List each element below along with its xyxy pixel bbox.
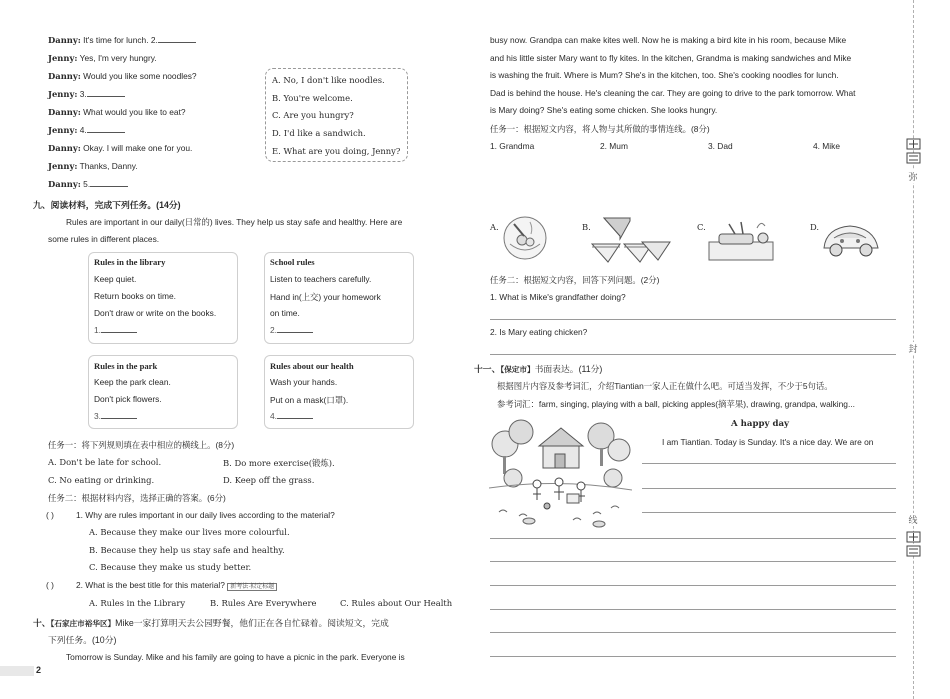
answer-line[interactable] (490, 354, 896, 355)
answer-blank[interactable] (158, 35, 196, 43)
option-b: B. You're welcome. (272, 93, 353, 103)
passage-line: busy now. Grandpa can make kites well. Now he is making a bird kite in his room, because Mike (490, 35, 847, 45)
person-grandma[interactable]: 1. Grandma (490, 141, 535, 151)
family-farm-picture (489, 416, 632, 531)
rule-box-title: Rules in the park (94, 361, 158, 371)
dialogue-line: Danny: 5. (48, 179, 128, 189)
new-method-tag: 新考法·拟定标题 (227, 583, 277, 591)
rule-blank-row: 2. (270, 325, 313, 335)
answer-blank[interactable] (101, 325, 137, 333)
essay-start: I am Tiantian. Today is Sunday. It's a nice day. We are on (662, 437, 874, 447)
rule-line: Hand in(上交) your homework (270, 292, 381, 302)
washing-fruit-picture[interactable] (500, 214, 550, 262)
option-c: C. Are you hungry? (272, 110, 354, 120)
option-a: A. No, I don't like noodles. (272, 75, 385, 85)
writing-line[interactable] (490, 585, 896, 586)
rule-blank-row: 3. (94, 411, 137, 421)
seal-char: 封 (903, 342, 923, 355)
dialogue-line: Jenny: Yes, I'm very hungry. (48, 53, 157, 63)
writing-line[interactable] (642, 512, 896, 513)
passage-line: and his little sister Mary want to fly kites. In the kitchen, Grandma is making sandwiches and Mike (490, 53, 852, 63)
writing-line[interactable] (490, 609, 896, 610)
choice-c: C. Because they make us study better. (89, 562, 252, 572)
choice-b: B. Because they help us stay safe and healthy. (89, 545, 285, 555)
person-dad[interactable]: 3. Dad (708, 141, 733, 151)
section10-task1: 任务一：根据短文内容，将人物与其所做的事情连线。(8分) (490, 124, 710, 134)
rule-box-title: School rules (270, 257, 315, 267)
page-number-bar (0, 666, 34, 676)
section9-intro-cont: some rules in different places. (48, 234, 160, 244)
question-1: 1. What is Mike's grandfather doing? (490, 292, 626, 302)
writing-line[interactable] (642, 463, 896, 464)
rule-line: Keep quiet. (94, 274, 137, 284)
writing-line[interactable] (490, 632, 896, 633)
dialogue-line: Jenny: Thanks, Danny. (48, 161, 138, 171)
task1-option: B. Do more exercise(锻炼). (223, 458, 335, 468)
option-d: D. I'd like a sandwich. (272, 128, 366, 138)
section11-vocab: 参考词汇：farm, singing, playing with a ball, picking apples(摘苹果), drawing, grandpa, walking... (497, 399, 855, 409)
rule-line: Keep the park clean. (94, 377, 171, 387)
question-2: 2. What is the best title for this material? 新考法·拟定标题 (76, 580, 277, 590)
section11-heading: 十一、【保定市】书面表达。(11分) (474, 364, 603, 374)
writing-line[interactable] (642, 488, 896, 489)
binding-mark-icon (906, 152, 921, 164)
seal-char: 弥 (903, 170, 923, 183)
answer-paren[interactable]: ( ) (46, 510, 54, 520)
writing-line[interactable] (490, 561, 896, 562)
choice-b: B. Rules Are Everywhere (210, 598, 317, 608)
dialogue-line: Danny: It's time for lunch. 2. (48, 35, 196, 45)
section11-instruction: 根据图片内容及参考词汇，介绍Tiantian一家人正在做什么吧。可适当发挥，不少于5句话。 (497, 381, 833, 391)
section10-heading: 十、【石家庄市裕华区】Mike一家打算明天去公园野餐，他们正在各自忙碌着。阅读短文，完成 (33, 618, 389, 628)
dialogue-line: Danny: Would you like some noodles? (48, 71, 197, 81)
rule-blank-row: 4. (270, 411, 313, 421)
page-number: 2 (36, 665, 42, 675)
rule-line: Put on a mask(口罩). (270, 395, 349, 405)
choice-c: C. Rules about Our Health (340, 598, 453, 608)
dialogue-line: Danny: Okay. I will make one for you. (48, 143, 193, 153)
seal-char: 线 (903, 513, 923, 526)
cooking-noodles-picture[interactable] (705, 214, 777, 264)
task1-option: D. Keep off the grass. (223, 475, 315, 485)
rule-line: Listen to teachers carefully. (270, 274, 372, 284)
section10-passage-start: Tomorrow is Sunday. Mike and his family are going to have a picnic in the park. Everyone is (66, 652, 405, 662)
section9-task1: 任务一：将下列规则填在表中相应的横线上。(8分) (48, 440, 235, 450)
question-1: 1. Why are rules important in our daily lives according to the material? (76, 510, 335, 520)
passage-line: is Mary doing? She's eating some chicken. She looks hungry. (490, 105, 718, 115)
rule-line: Wash your hands. (270, 377, 338, 387)
sandwiches-picture[interactable] (590, 214, 672, 266)
binding-mark-icon (906, 545, 921, 557)
dialogue-line: Jenny: 3. (48, 89, 125, 99)
answer-line[interactable] (490, 319, 896, 320)
section10-heading-cont: 下列任务。(10分) (48, 635, 117, 645)
task1-option: C. No eating or drinking. (48, 475, 155, 485)
picture-label-c: C. (697, 222, 706, 232)
rule-line: Return books on time. (94, 291, 176, 301)
picture-label-d: D. (810, 222, 820, 232)
section9-heading: 九、阅读材料，完成下列任务。(14分) (33, 200, 181, 210)
writing-line[interactable] (490, 538, 896, 539)
choice-a: A. Rules in the Library (89, 598, 186, 608)
answer-blank[interactable] (90, 179, 128, 187)
section9-intro: Rules are important in our daily(日常的) lives. They help us stay safe and healthy. Here are (66, 217, 403, 227)
passage-line: Dad is behind the house. He's cleaning the car. They are going to drive to the park tomorrow. What (490, 88, 856, 98)
picture-label-b: B. (582, 222, 591, 232)
rule-box-title: Rules about our health (270, 361, 354, 371)
answer-blank[interactable] (101, 411, 137, 419)
person-mike[interactable]: 4. Mike (813, 141, 840, 151)
passage-line: is washing the fruit. Where is Mum? She's in the kitchen, too. She's cooking noodles for lunch. (490, 70, 839, 80)
option-e: E. What are you doing, Jenny? (272, 146, 401, 156)
answer-blank[interactable] (87, 89, 125, 97)
task1-option: A. Don't be late for school. (48, 457, 162, 467)
binding-mark-icon (906, 531, 921, 543)
question-2: 2. Is Mary eating chicken? (490, 327, 588, 337)
answer-blank[interactable] (87, 125, 125, 133)
rule-line: on time. (270, 308, 300, 318)
answer-blank[interactable] (277, 411, 313, 419)
section9-task2: 任务二：根据材料内容，选择正确的答案。(6分) (48, 493, 226, 503)
dialogue-line: Jenny: 4. (48, 125, 125, 135)
dialogue-line: Danny: What would you like to eat? (48, 107, 186, 117)
section10-task2: 任务二：根据短文内容，回答下列问题。(2分) (490, 275, 660, 285)
rule-box-title: Rules in the library (94, 257, 166, 267)
essay-title: A happy day (731, 419, 790, 429)
car-picture[interactable] (820, 214, 882, 264)
answer-paren[interactable]: ( ) (46, 580, 54, 590)
choice-a: A. Because they make our lives more colourful. (89, 527, 290, 537)
rule-blank-row: 1. (94, 325, 137, 335)
answer-blank[interactable] (277, 325, 313, 333)
person-mum[interactable]: 2. Mum (600, 141, 628, 151)
rule-line: Don't pick flowers. (94, 394, 162, 404)
rule-line: Don't draw or write on the books. (94, 308, 217, 318)
binding-mark-icon (906, 138, 921, 150)
writing-line[interactable] (490, 656, 896, 657)
picture-label-a: A. (490, 222, 499, 232)
